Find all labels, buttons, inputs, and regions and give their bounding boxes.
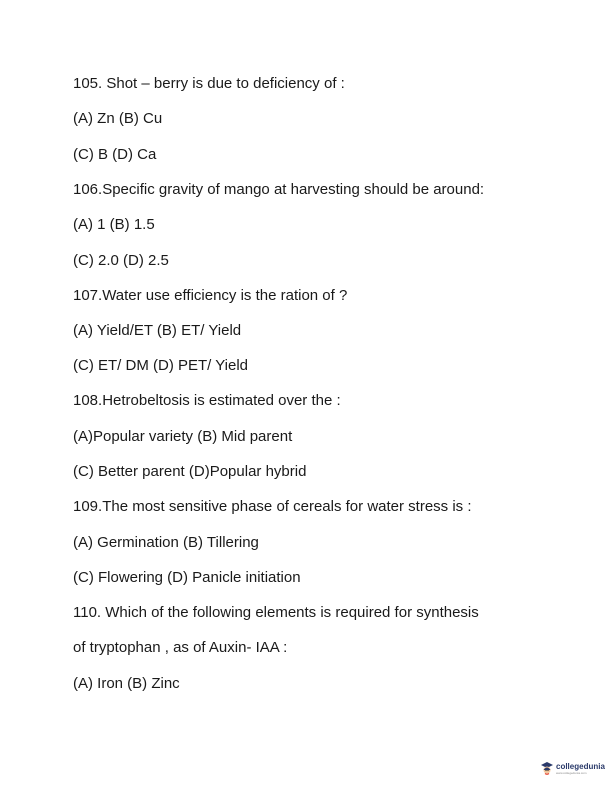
logo-tagline: www.collegedunia.com xyxy=(556,770,587,775)
options-106-cd: (C) 2.0 (D) 2.5 xyxy=(73,252,169,269)
options-108-cd: (C) Better parent (D)Popular hybrid xyxy=(73,463,307,480)
options-107-cd: (C) ET/ DM (D) PET/ Yield xyxy=(73,357,249,374)
options-109-cd: (C) Flowering (D) Panicle initiation xyxy=(73,569,301,586)
logo-name: collegedunia xyxy=(556,761,605,771)
question-106: 106.Specific gravity of mango at harvesting should be around: xyxy=(73,181,485,198)
options-110-ab: (A) Iron (B) Zinc xyxy=(73,675,180,692)
collegedunia-logo xyxy=(540,761,605,775)
question-110-line-1: 110. Which of the following elements is required for synthesis xyxy=(73,604,479,621)
options-106-ab: (A) 1 (B) 1.5 xyxy=(73,216,155,233)
options-108-ab: (A)Popular variety (B) Mid parent xyxy=(73,428,293,445)
question-110-line-2: of tryptophan , as of Auxin- IAA : xyxy=(73,639,288,656)
question-105: 105. Shot – berry is due to deficiency of : xyxy=(73,75,345,92)
graduate-mascot-icon xyxy=(540,761,554,775)
options-107-ab: (A) Yield/ET (B) ET/ Yield xyxy=(73,322,242,339)
options-105-ab: (A) Zn (B) Cu xyxy=(73,110,163,127)
question-109: 109.The most sensitive phase of cereals for water stress is : xyxy=(73,498,472,515)
options-105-cd: (C) B (D) Ca xyxy=(73,146,157,163)
options-109-ab: (A) Germination (B) Tillering xyxy=(73,534,259,551)
question-108: 108.Hetrobeltosis is estimated over the : xyxy=(73,392,341,409)
question-107: 107.Water use efficiency is the ration of ? xyxy=(73,287,348,304)
